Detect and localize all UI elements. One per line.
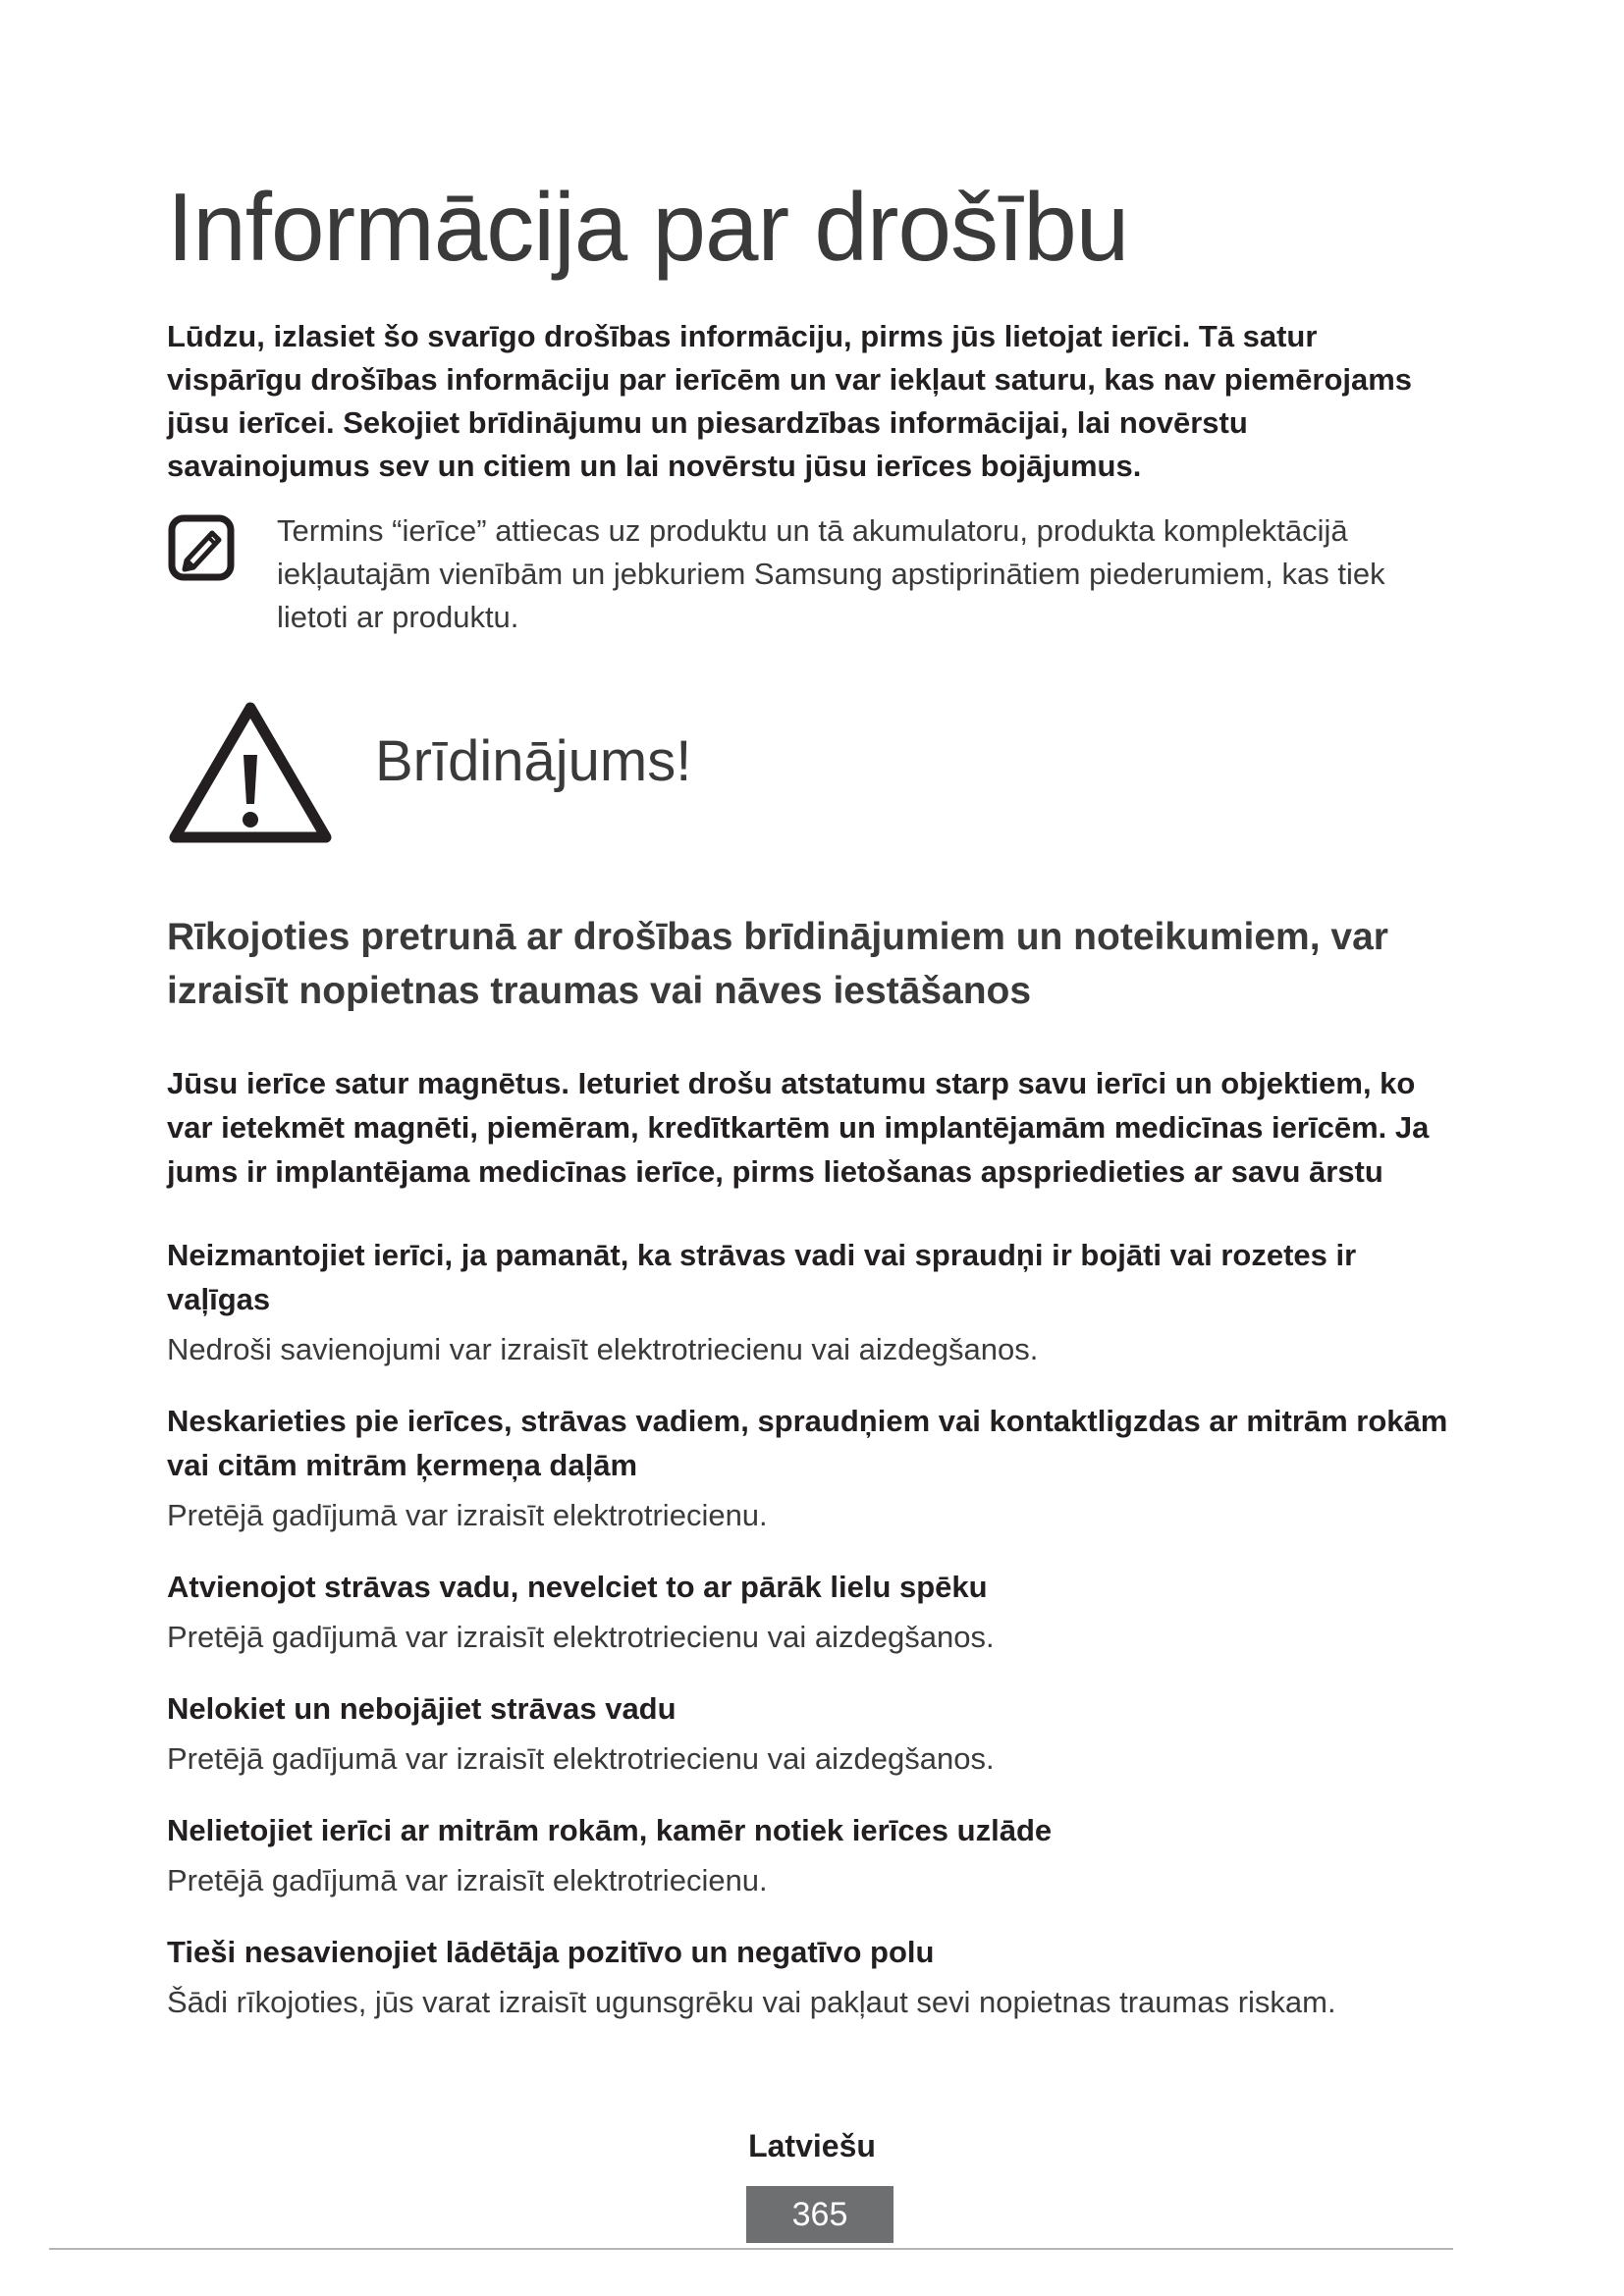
warning-item — [167, 1808, 1453, 1902]
note-text: Termins “ierīce” attiecas uz produktu un tā akumulatoru, produkta komplektācijā iekļautajām vienībām un jebkuriem Samsung apstiprinātiem piederumiem, kas tiek lietoti ar produktu. — [277, 512, 1385, 634]
warning-triangle-icon — [167, 698, 334, 845]
page-number-badge: 365 — [746, 2186, 893, 2243]
warning-item-title: Neizmantojiet ierīci, ja pamanāt, ka strāvas vadi vai spraudņi ir bojāti vai rozetes ir vaļīgas — [167, 1237, 1357, 1316]
warning-item — [167, 1930, 1453, 2024]
warning-item-desc: Pretējā gadījumā var izraisīt elektrotriecienu vai aizdegšanos. — [167, 1619, 995, 1654]
warning-item-title: Nelokiet un nebojājiet strāvas vadu — [167, 1690, 677, 1726]
warning-item — [167, 1686, 1453, 1781]
warning-item — [167, 1399, 1453, 1537]
warning-item — [167, 1565, 1453, 1659]
warning-item-title: Atvienojot strāvas vadu, nevelciet to ar pārāk lielu spēku — [167, 1569, 988, 1604]
warning-subheading: Rīkojoties pretrunā ar drošības brīdinājumiem un noteikumiem, var izraisīt nopietnas traumas vai nāves iestāšanos — [167, 915, 1388, 1012]
warning-item-desc: Šādi rīkojoties, jūs varat izraisīt ugunsgrēku vai pakļaut sevi nopietnas traumas riskam. — [167, 1984, 1336, 2019]
warning-item-desc: Pretējā gadījumā var izraisīt elektrotriecienu. — [167, 1497, 768, 1532]
warning-header — [167, 698, 1453, 845]
magnet-warning: Jūsu ierīce satur magnētus. Ieturiet drošu atstatumu starp savu ierīci un objektiem, ko var ietekmēt magnēti, piemēram, kredītkartēm un implantējamām medicīnas ierīcēm. Ja jums ir implantējama medicīnas ierīce, pirms lietošanas apspriedieties ar savu ārstu — [167, 1065, 1430, 1189]
note-block — [167, 509, 1453, 639]
page-content — [167, 173, 1453, 2052]
footer-language: Latviešu — [748, 2128, 876, 2163]
warning-item-desc: Nedroši savienojumi var izraisīt elektrotriecienu vai aizdegšanos. — [167, 1331, 1039, 1366]
warning-title: Brīdinājums! — [375, 729, 692, 794]
warning-item-title: Nelietojiet ierīci ar mitrām rokām, kamēr notiek ierīces uzlāde — [167, 1812, 1053, 1847]
intro-paragraph: Lūdzu, izlasiet šo svarīgo drošības informāciju, pirms jūs lietojat ierīci. Tā satur vispārīgu drošības informāciju par ierīcēm un var iekļaut saturu, kas nav piemērojams jūsu ierīcei. Sekojiet brīdinājumu un piesardzības informācijai, lai novērstu savainojumus sev un citiem un lai novērstu jūsu ierīces bojājumus. — [167, 318, 1413, 483]
warning-item — [167, 1233, 1453, 1371]
page-title: Informācija par drošību — [167, 173, 1129, 281]
warning-item-desc: Pretējā gadījumā var izraisīt elektrotriecienu. — [167, 1862, 768, 1897]
warning-item-desc: Pretējā gadījumā var izraisīt elektrotriecienu vai aizdegšanos. — [167, 1740, 995, 1776]
note-pencil-icon — [167, 513, 236, 582]
warning-item-title: Neskarieties pie ierīces, strāvas vadiem, spraudņiem vai kontaktligzdas ar mitrām rokām vai citām mitrām ķermeņa daļām — [167, 1403, 1448, 1482]
warning-item-title: Tieši nesavienojiet lādētāja pozitīvo un negatīvo polu — [167, 1934, 935, 1969]
footer-divider — [49, 2248, 1453, 2250]
